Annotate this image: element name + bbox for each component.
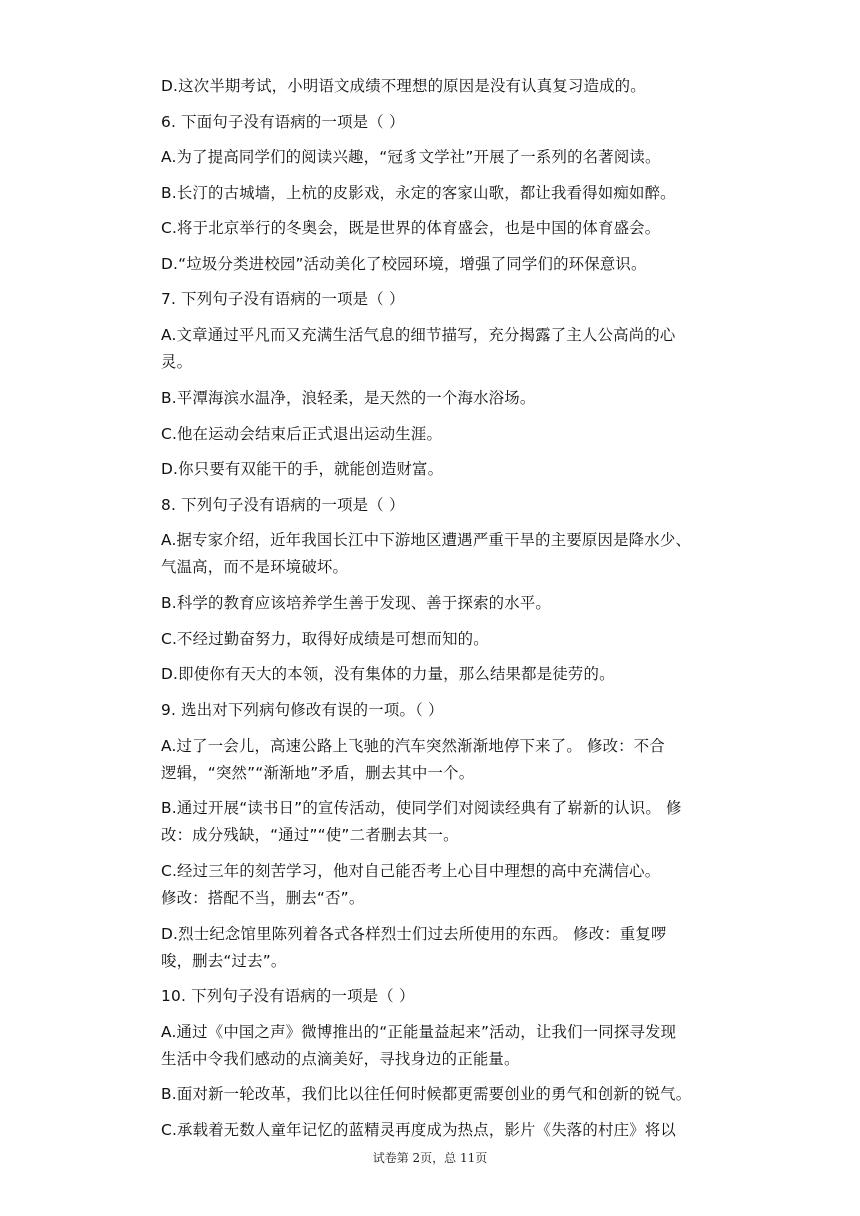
text-line: D.你只要有双能干的手，就能创造财富。 [161, 460, 444, 478]
text-line: C.他在运动会结束后正式退出运动生涯。 [161, 425, 443, 443]
text-line: A.通过《中国之声》微博推出的“正能量益起来”活动，让我们一同探寻发现 [161, 1023, 677, 1041]
text-line: C.经过三年的刻苦学习，他对自己能否考上心目中理想的高中充满信心。 [161, 862, 661, 880]
text-line: B.通过开展“读书日”的宣传活动，使同学们对阅读经典有了崭新的认识。 修 [161, 799, 682, 817]
text-line: D.这次半期考试，小明语文成绩不理想的原因是没有认真复习造成的。 [161, 77, 646, 95]
text-line: A.过了一会儿，高速公路上飞驰的汽车突然渐渐地停下来了。 修改：不合 [161, 737, 665, 755]
text-line: 生活中令我们感动的点滴美好，寻找身边的正能量。 [161, 1050, 520, 1068]
question-8-stem: 8. 下列句子没有语病的一项是（ ） [161, 496, 405, 514]
text-line: D.即使你有天大的本领，没有集体的力量，那么结果都是徒劳的。 [161, 665, 615, 683]
question-6-stem: 6. 下面句子没有语病的一项是（ ） [161, 113, 405, 131]
text-line: 逻辑，“突然”“渐渐地”矛盾，删去其中一个。 [161, 764, 475, 782]
page-footer: 试卷第 2页，总 11页 [372, 1151, 488, 1165]
text-line: A.文章通过平凡而又充满生活气息的细节描写，充分揭露了主人公高尚的心 [161, 326, 676, 344]
text-line: 灵。 [161, 353, 193, 371]
text-line: B.长汀的古城墙，上杭的皮影戏，永定的客家山歌，都让我看得如痴如醉。 [161, 184, 676, 202]
text-line: 修改：搭配不当，删去“否”。 [161, 889, 365, 907]
text-line: B.平潭海滨水温净，浪轻柔，是天然的一个海水浴场。 [161, 389, 536, 407]
text-line: 唆，删去“过去”。 [161, 952, 287, 970]
text-line: B.科学的教育应该培养学生善于发现、善于探索的水平。 [161, 594, 552, 612]
text-line: D.“垃圾分类进校园”活动美化了校园环境，增强了同学们的环保意识。 [161, 255, 647, 273]
question-9-stem: 9. 选出对下列病句修改有误的一项。（ ） [161, 701, 444, 719]
text-line: C.不经过勤奋努力，取得好成绩是可想而知的。 [161, 630, 489, 648]
text-line: C.承载着无数人童年记忆的蓝精灵再度成为热点，影片《失落的村庄》将以 [161, 1121, 676, 1139]
text-line: A.为了提高同学们的阅读兴趣，“冠豸文学社”开展了一系列的名著阅读。 [161, 148, 661, 166]
question-7-stem: 7. 下列句子没有语病的一项是（ ） [161, 290, 405, 308]
text-line: C.将于北京举行的冬奥会，既是世界的体育盛会，也是中国的体育盛会。 [161, 219, 661, 237]
question-10-stem: 10. 下列句子没有语病的一项是（ ） [161, 987, 415, 1005]
text-line: A.据专家介绍，近年我国长江中下游地区遭遇严重干旱的主要原因是降水少、 [161, 531, 692, 549]
text-line: 改：成分残缺，“通过”“使”二者删去其一。 [161, 826, 459, 844]
text-line: 气温高，而不是环境破坏。 [161, 558, 349, 576]
text-line: B.面对新一轮改革，我们比以往任何时候都更需要创业的勇气和创新的锐气。 [161, 1085, 692, 1103]
text-line: D.烈士纪念馆里陈列着各式各样烈士们过去所使用的东西。 修改：重复啰 [161, 925, 667, 943]
